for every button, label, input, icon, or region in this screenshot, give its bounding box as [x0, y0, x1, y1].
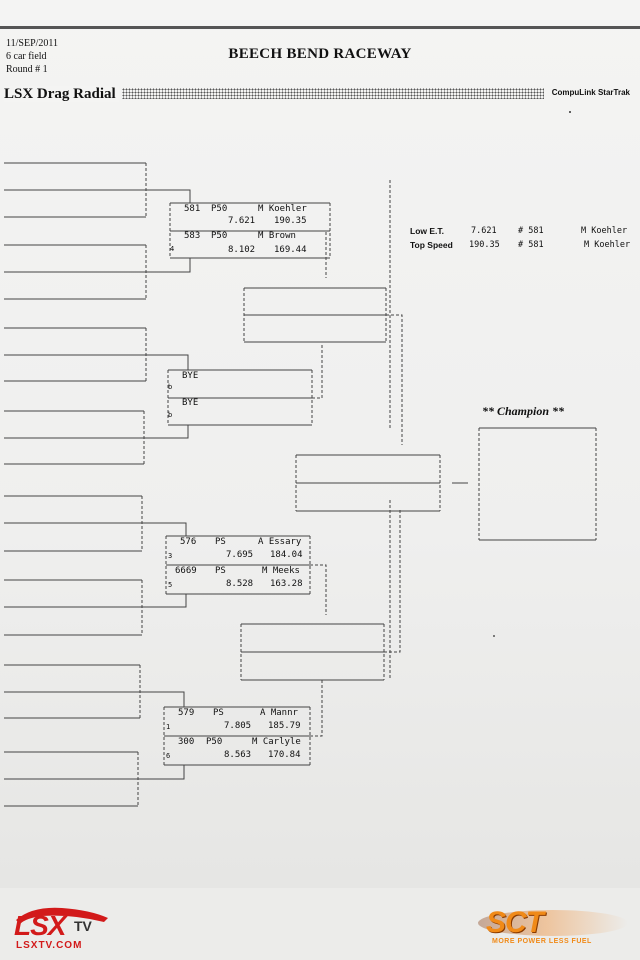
top-speed-label: Top Speed [410, 240, 453, 250]
track-name: BEECH BEND RACEWAY [228, 46, 412, 62]
low-et-car: # 581 [518, 226, 544, 236]
m4-top-class: PS [213, 708, 224, 718]
m3-bottom-class: PS [215, 566, 226, 576]
sct-word: SCT [486, 906, 543, 939]
m2-top-lane: b [168, 383, 173, 391]
m1-bottom-et: 8.102 [228, 245, 256, 255]
m3-top-lane: 3 [168, 552, 173, 560]
m4-bottom-et: 8.563 [224, 750, 252, 760]
m1-bottom-car: 583 [184, 231, 201, 241]
m3-top-et: 7.695 [226, 550, 254, 560]
m4-bottom-speed: 170.84 [268, 750, 301, 760]
m3-top-car: 576 [180, 537, 197, 547]
round-number: Round # 1 [6, 64, 48, 75]
m3-bottom-car: 6669 [175, 566, 197, 576]
m3-bottom-speed: 163.28 [270, 579, 303, 589]
m4-bottom-driver: M Carlyle [252, 737, 301, 747]
m2-bottom-lane: b [168, 411, 173, 419]
low-et-label: Low E.T. [410, 226, 444, 236]
m1-bottom-lane: 4 [170, 245, 175, 253]
m2-bottom-driver: BYE [182, 398, 199, 408]
lsx-word: LSX [14, 910, 66, 941]
m4-top-et: 7.805 [224, 721, 252, 731]
m1-top-driver: M Koehler [258, 204, 307, 214]
top-speed-driver: M Koehler [584, 240, 631, 250]
m4-top-driver: A Mannr [260, 708, 298, 718]
m3-top-speed: 184.04 [270, 550, 303, 560]
champion-label: ** Champion ** [482, 404, 565, 418]
field-size: 6 car field [6, 51, 47, 62]
m1-bottom-driver: M Brown [258, 231, 296, 241]
m4-top-speed: 185.79 [268, 721, 301, 731]
top-speed-car: # 581 [518, 240, 544, 250]
sct-tagline: MORE POWER LESS FUEL [492, 938, 592, 945]
m1-top-speed: 190.35 [274, 216, 307, 226]
m4-bottom-lane: 6 [166, 752, 171, 760]
m4-top-car: 579 [178, 708, 195, 718]
software-brand: CompuLink StarTrak [551, 88, 630, 97]
m1-bottom-speed: 169.44 [274, 245, 307, 255]
m3-top-driver: A Essary [258, 537, 302, 547]
m4-top-lane: 1 [166, 723, 171, 731]
lsx-url: LSXTV.COM [16, 940, 83, 951]
m3-bottom-driver: M Meeks [262, 566, 300, 576]
m4-bottom-car: 300 [178, 737, 195, 747]
m4-bottom-class: P50 [206, 737, 223, 747]
low-et-driver: M Koehler [581, 226, 628, 236]
m1-bottom-class: P50 [211, 231, 228, 241]
low-et-value: 7.621 [471, 226, 497, 236]
race-date: 11/SEP/2011 [6, 38, 59, 49]
m3-bottom-et: 8.528 [226, 579, 254, 589]
event-title: LSX Drag Radial [4, 86, 119, 102]
m1-top-car: 581 [184, 204, 201, 214]
m1-top-et: 7.621 [228, 216, 256, 226]
top-speed-value: 190.35 [469, 240, 500, 250]
m1-top-class: P50 [211, 204, 228, 214]
m3-top-class: PS [215, 537, 226, 547]
m2-top-driver: BYE [182, 371, 199, 381]
lsx-tv-word: TV [74, 918, 92, 934]
m3-bottom-lane: 5 [168, 581, 173, 589]
